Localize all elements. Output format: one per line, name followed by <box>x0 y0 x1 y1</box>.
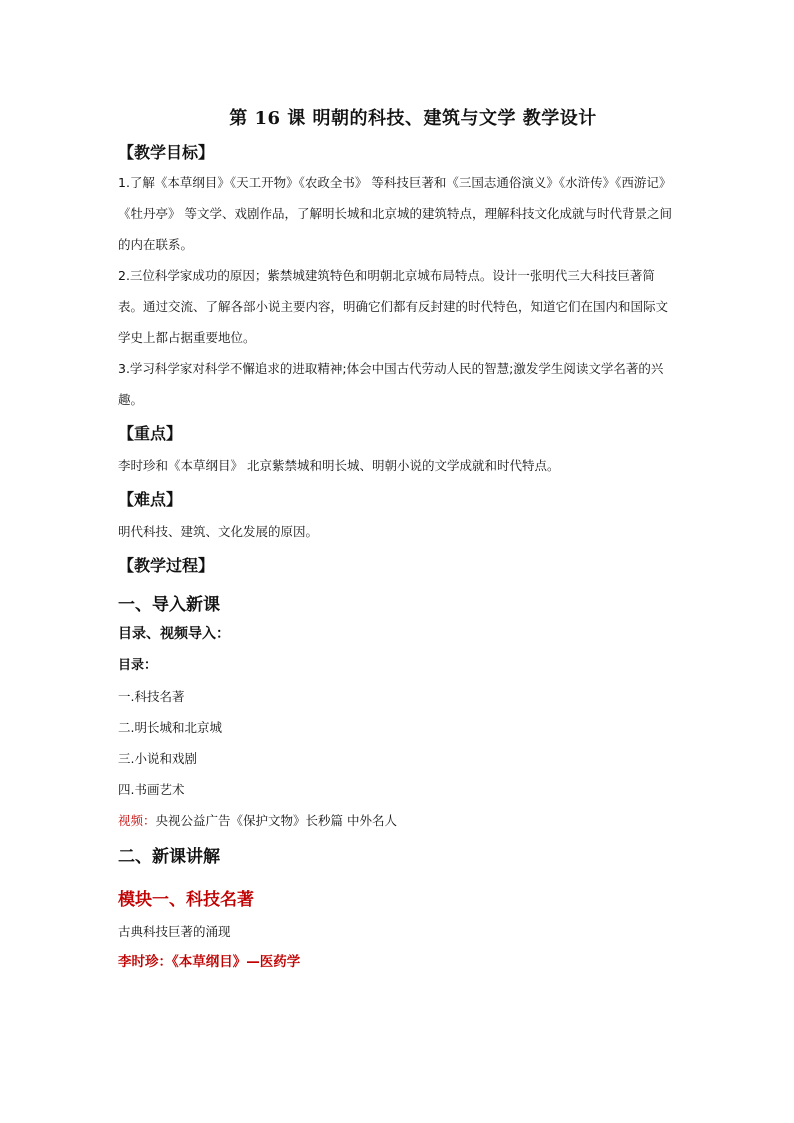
key-text: 李时珍和《本草纲目》 北京紫禁城和明长城、明朝小说的文学成就和时代特点。 <box>118 458 560 473</box>
goals-paragraph-3: 3.学习科学家对科学不懈追求的进取精神;体会中国古代劳动人民的智慧;激发学生阅读文学名著的兴趣。 <box>118 361 664 407</box>
video-line <box>118 805 678 836</box>
toc-item: 三.小说和戏剧 <box>118 751 197 766</box>
li-shizhen-line: 李时珍：《本草纲目》—医药学 <box>118 954 301 970</box>
toc-item: 二.明长城和北京城 <box>118 720 222 735</box>
goals-heading: 【教学目标】 <box>118 143 215 162</box>
section-2-heading: 二、新课讲解 <box>118 847 220 867</box>
process-heading: 【教学过程】 <box>118 556 215 575</box>
intro-label: 目录、视频导入： <box>118 626 230 642</box>
goals-paragraph-1: 1.了解《本草纲目》《天工开物》《农政全书》 等科技巨著和《三国志通俗演义》《水浒传》《西游记》《牡丹亭》 等文学、戏剧作品，了解明长城和北京城的建筑特点，理解科技文化成就与时代背景之间的内在联系。 <box>118 175 672 252</box>
video-label: 视频： <box>118 813 156 828</box>
toc-list <box>118 681 678 805</box>
difficult-text: 明代科技、建筑、文化发展的原因。 <box>118 524 319 539</box>
difficult-heading: 【难点】 <box>118 490 183 509</box>
toc-item: 四.书画艺术 <box>118 782 185 797</box>
document-page <box>118 100 678 978</box>
goals-paragraph-2: 2.三位科学家成功的原因；紫禁城建筑特色和明朝北京城布局特点。设计一张明代三大科技巨著简表。通过交流、了解各部小说主要内容，明确它们都有反封建的时代特色，知道它们在国内和国际文学史上都占据重要地位。 <box>118 268 669 345</box>
page-title: 第 16 课 明朝的科技、建筑与文学 教学设计 <box>229 108 597 129</box>
key-heading: 【重点】 <box>118 424 183 443</box>
toc-label: 目录： <box>118 658 158 673</box>
video-text: 央视公益广告《保护文物》长秒篇 中外名人 <box>155 813 397 828</box>
section-1-heading: 一、导入新课 <box>118 595 220 615</box>
toc-item: 一.科技名著 <box>118 689 185 704</box>
module-1-heading: 模块一、科技名著 <box>118 890 254 910</box>
module-1-intro: 古典科技巨著的涌现 <box>118 924 231 939</box>
